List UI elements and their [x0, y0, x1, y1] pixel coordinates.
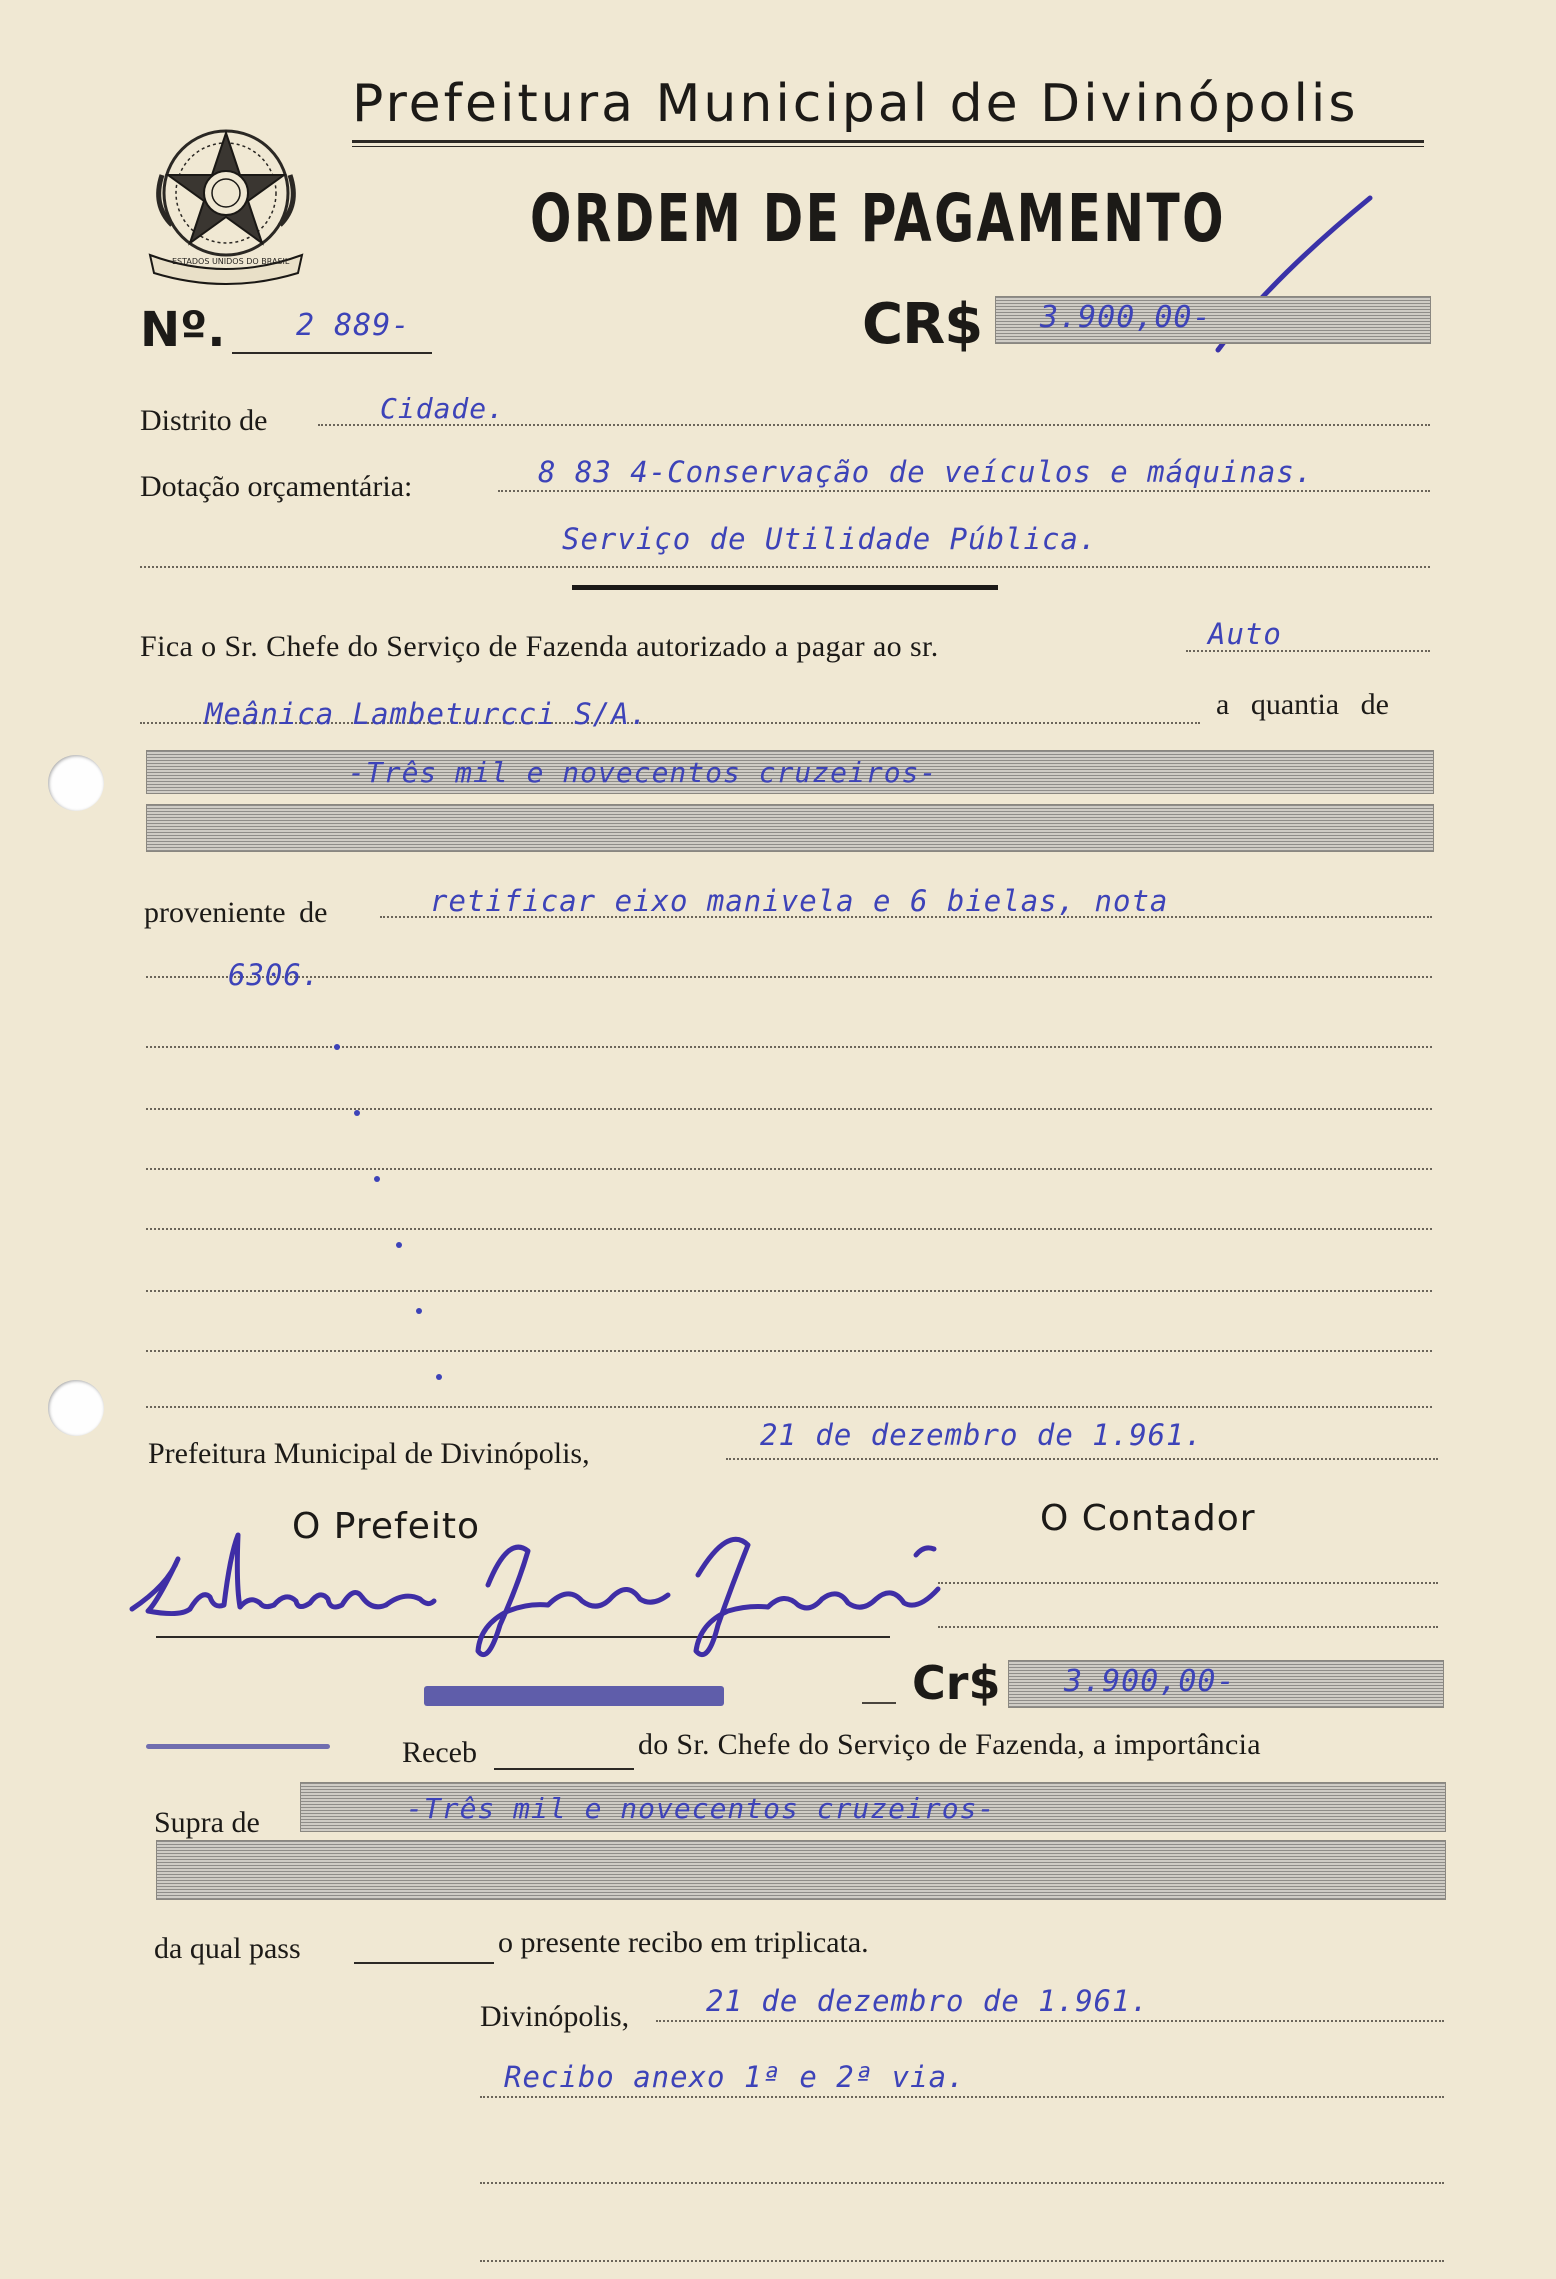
typed-dot	[416, 1308, 422, 1314]
authorization-text: Fica o Sr. Chefe do Serviço de Fazenda autorizado a pagar ao sr.	[140, 630, 939, 663]
blank-line	[146, 1406, 1432, 1408]
provenance-value-1: retificar eixo manivela e 6 bielas, nota	[430, 884, 1169, 918]
pass-blank	[354, 1962, 494, 1964]
receb-blank	[494, 1768, 634, 1770]
coat-of-arms-seal	[142, 115, 310, 285]
punch-hole-bottom	[48, 1380, 104, 1436]
pass-label: da qual pass	[154, 1932, 301, 1965]
payee-value-1: Auto	[1208, 617, 1282, 651]
blank-line	[146, 1168, 1432, 1170]
date-line	[726, 1458, 1438, 1460]
blank-line	[146, 1108, 1432, 1110]
contador-signature-line	[938, 1582, 1438, 1584]
place-label: Prefeitura Municipal de Divinópolis,	[148, 1437, 590, 1470]
amount-words-band-2	[146, 804, 1434, 852]
distrito-label: Distrito de	[140, 404, 268, 437]
distrito-value: Cidade.	[380, 392, 506, 425]
dotacao-label: Dotação orçamentária:	[140, 470, 413, 503]
receb-text: do Sr. Chefe do Serviço de Fazenda, a importância	[638, 1728, 1261, 1761]
receipt-note-line	[480, 2096, 1444, 2098]
blank-line	[146, 1228, 1432, 1230]
quantia-label: a quantia de	[1216, 688, 1389, 721]
amount-words: -Três mil e novecentos cruzeiros-	[348, 756, 938, 789]
receipt-note: Recibo anexo 1ª e 2ª via.	[504, 2060, 966, 2094]
prefeito-signature	[128, 1515, 958, 1675]
stray-ink-mark	[146, 1744, 330, 1749]
pass-text: o presente recibo em triplicata.	[498, 1926, 869, 1959]
section-divider	[572, 585, 998, 590]
punch-hole-top	[48, 755, 104, 811]
header-underline-thin	[352, 146, 1424, 147]
dotacao-line-2	[140, 566, 1430, 568]
order-number-label: Nº.	[140, 302, 226, 358]
amount-value: 3.900,00-	[1040, 300, 1212, 335]
receipt-words-band-2	[156, 1840, 1446, 1900]
receipt-date: 21 de dezembro de 1.961.	[706, 1984, 1150, 2018]
municipality-header: Prefeitura Municipal de Divinópolis	[352, 74, 1359, 134]
order-number-line	[232, 352, 432, 354]
receipt-date-line	[656, 2020, 1444, 2022]
document-title: ORDEM DE PAGAMENTO	[530, 180, 1227, 257]
payee-value-2: Meânica Lambeturcci S/A.	[205, 697, 649, 731]
blank-line	[146, 1290, 1432, 1292]
receipt-blank-line	[480, 2260, 1444, 2262]
receipt-amount-words: -Três mil e novecentos cruzeiros-	[406, 1792, 996, 1825]
receb-label: Receb	[402, 1736, 477, 1769]
typed-dot	[436, 1374, 442, 1380]
supra-label: Supra de	[154, 1806, 260, 1839]
receipt-place-label: Divinópolis,	[480, 2000, 630, 2033]
contador-signature-line-2	[938, 1626, 1438, 1628]
receipt-amount-value: 3.900,00-	[1064, 1664, 1236, 1699]
seal-text: ESTADOS UNIDOS DO BRASIL	[172, 257, 290, 266]
provenance-label: proveniente de	[144, 896, 328, 929]
dotacao-value-2: Serviço de Utilidade Pública.	[562, 522, 1098, 556]
prefeito-label: O Prefeito	[292, 1506, 480, 1547]
typed-dot	[374, 1176, 380, 1182]
receipt-dash	[862, 1702, 896, 1704]
stamped-name-bar	[424, 1686, 724, 1706]
typed-dot	[396, 1242, 402, 1248]
header-underline	[352, 140, 1424, 143]
order-number-value: 2 889-	[296, 308, 411, 343]
provenance-line-2	[146, 976, 1432, 978]
typed-dot	[334, 1044, 340, 1050]
provenance-value-2: 6306.	[228, 958, 321, 992]
receipt-currency-label: Cr$	[912, 1656, 1001, 1710]
typed-dot	[354, 1110, 360, 1116]
dotacao-value-1: 8 83 4-Conservação de veículos e máquinas.	[538, 455, 1314, 489]
date-value: 21 de dezembro de 1.961.	[760, 1418, 1204, 1452]
currency-label: CR$	[862, 292, 983, 357]
dotacao-line-1	[498, 490, 1430, 492]
contador-label: O Contador	[1040, 1498, 1256, 1539]
receipt-blank-line	[480, 2182, 1444, 2184]
blank-line	[146, 1350, 1432, 1352]
